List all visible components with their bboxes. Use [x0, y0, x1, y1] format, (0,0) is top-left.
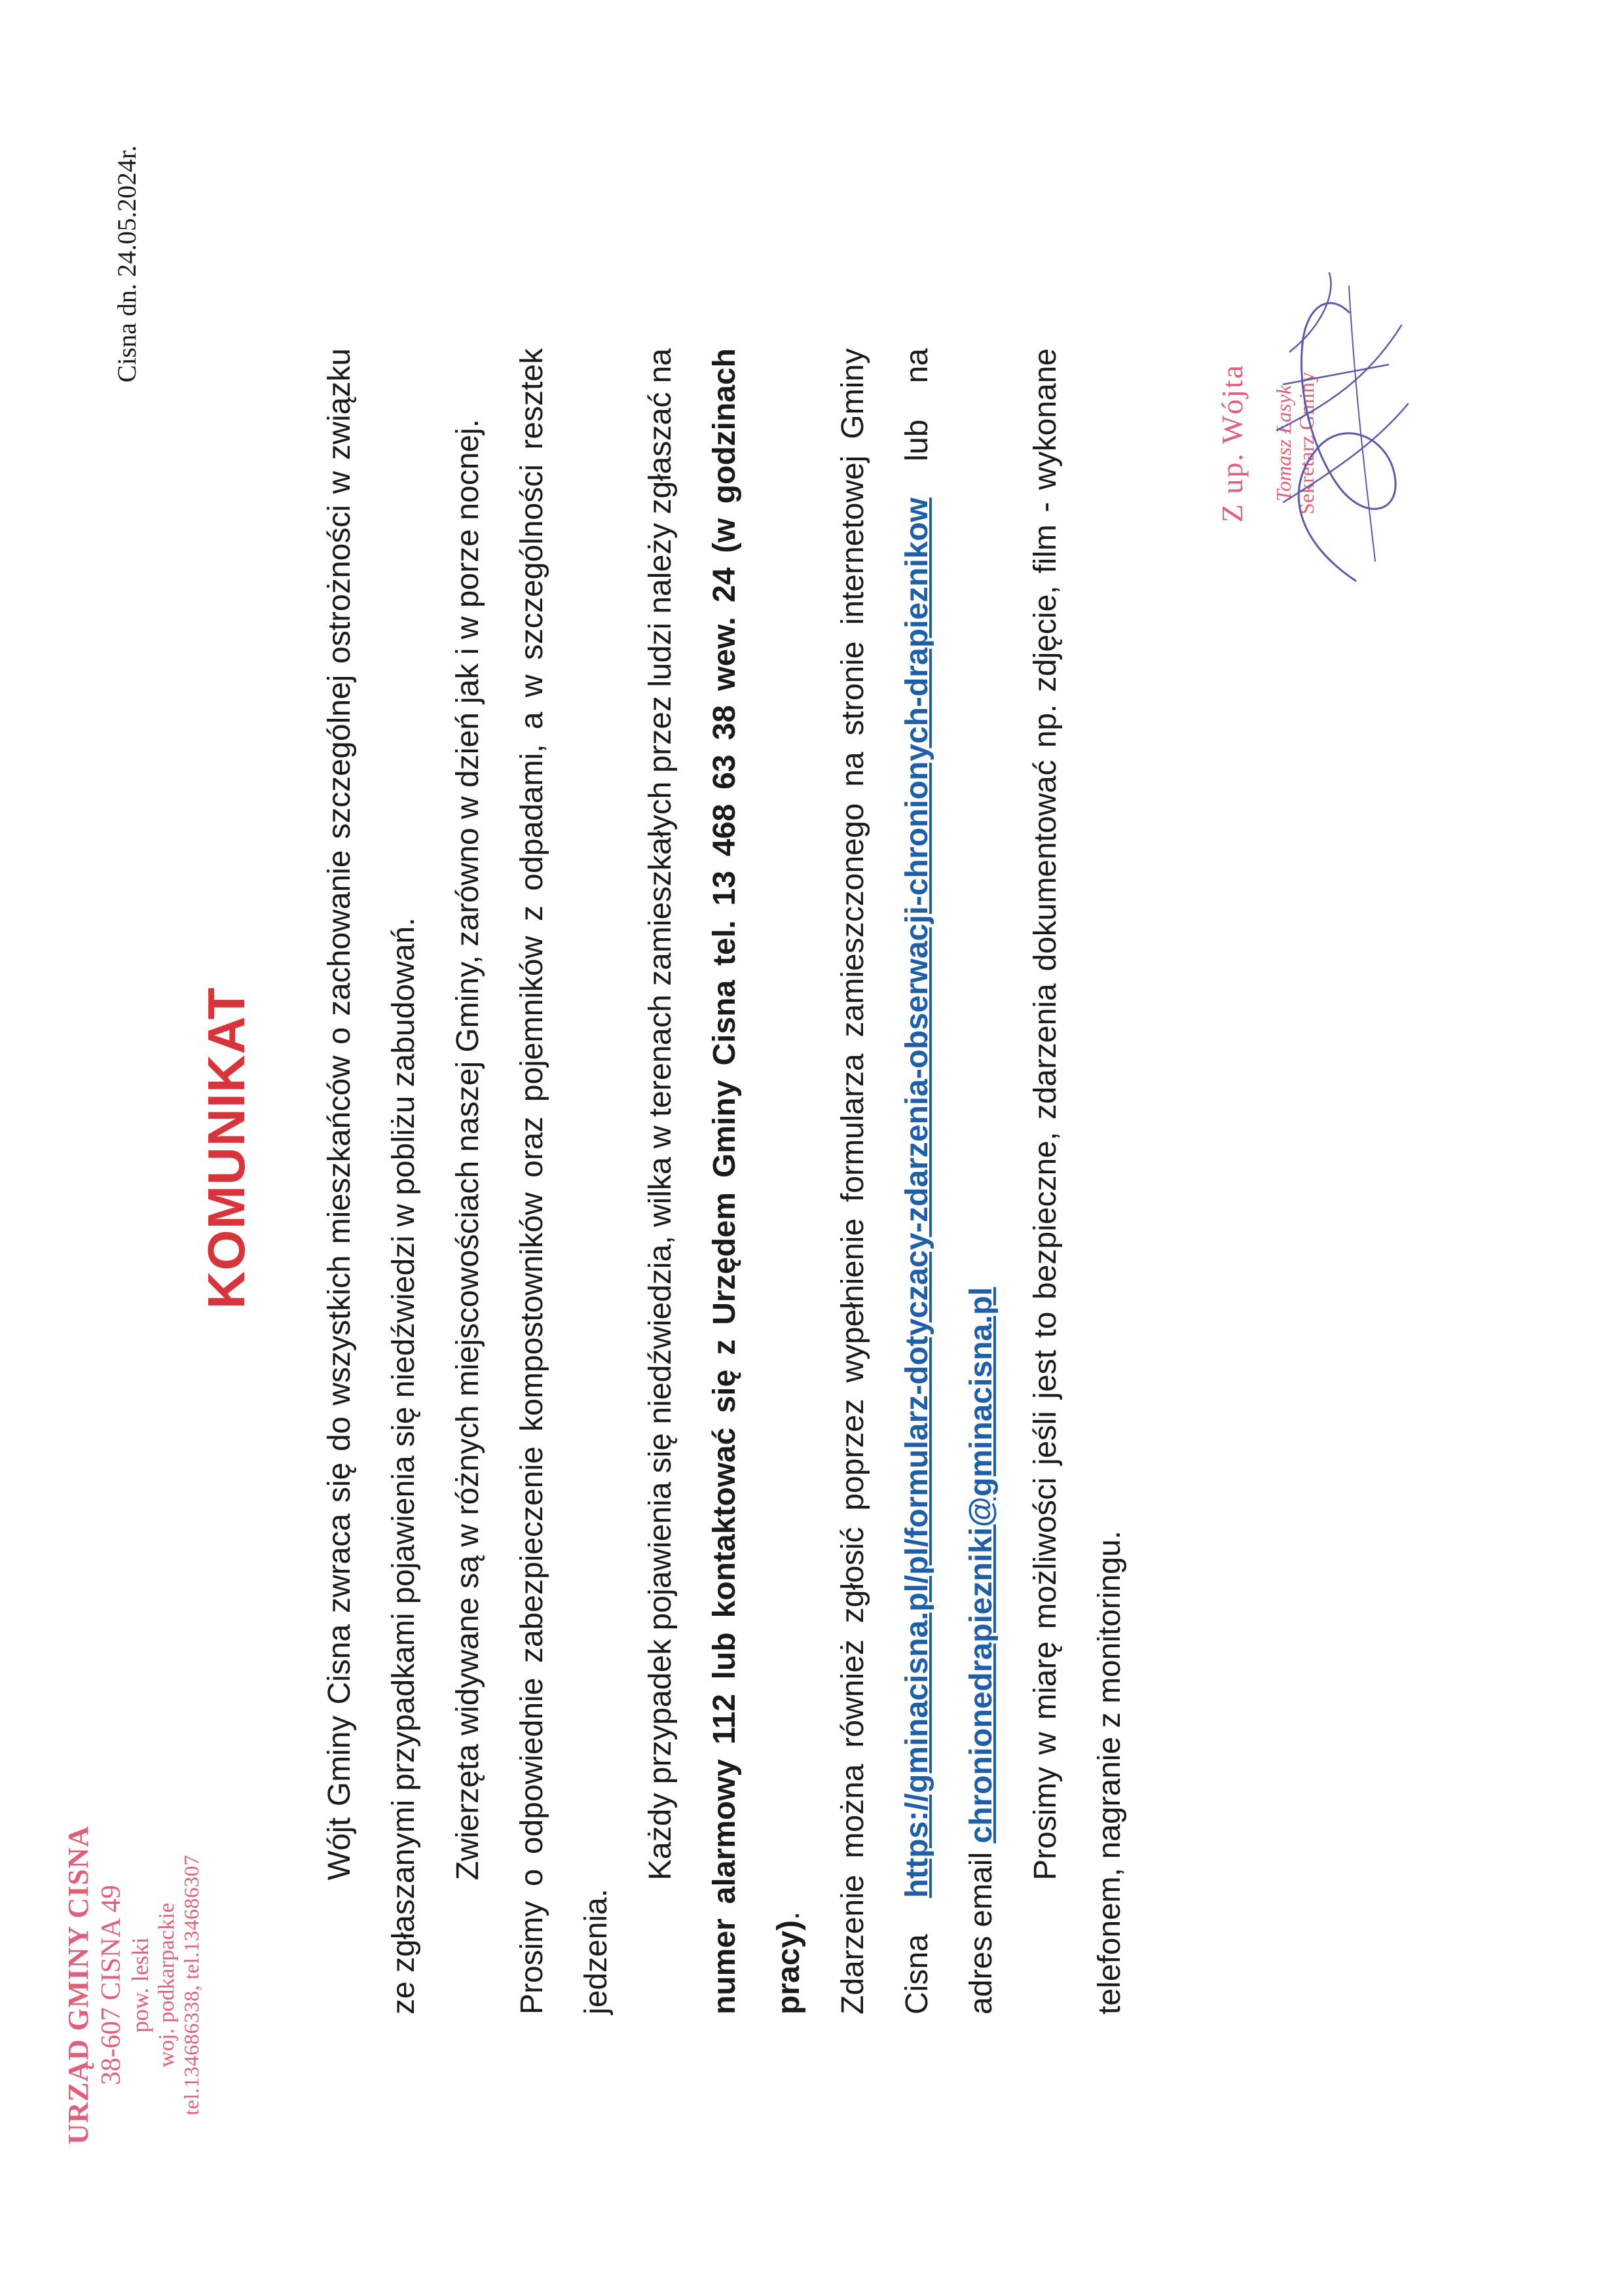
- signatory-role: Sekretarz Gminy: [1295, 372, 1319, 515]
- paragraph-intro: Wójt Gminy Cisna zwraca się do wszystkich mieszkańców o zachowanie szczególnej ostrożności w związku ze zgłaszanymi przypadkami pojawienia się niedźwiedzi w pobliżu zabudowań.: [322, 348, 421, 2014]
- emergency-contact: numer alarmowy 112 lub kontaktować się z Urzędem Gminy Cisna tel. 13 468 63 38 wew. 24 (w godzinach pracy): [707, 348, 806, 2014]
- form-email-text: lub na adres email: [900, 348, 999, 2014]
- paragraph-waste: Prosimy o odpowiednie zabezpieczenie kompostowników oraz pojemników z odpadami, a w szczególności resztek jedzenia.: [515, 348, 614, 2014]
- paragraph-form: [821, 348, 1014, 2014]
- stamp-address: 38-607 CISNA 49: [96, 1885, 126, 2085]
- document-body: [308, 348, 1142, 2014]
- paragraph-documentation: Prosimy w miarę możliwości jeśli jest to bezpieczne, zdarzenia dokumentować np. zdjęcie, film - wykonane telefonem, nagranie z monitoringu.: [1028, 348, 1127, 2014]
- document-date: Cisna dn. 24.05.2024r.: [112, 145, 141, 383]
- form-text: Zdarzenie można również zgłosić poprzez wypełnienie formularza zamieszczonego na stronie internetowej Gminy Cisna: [836, 348, 934, 2014]
- signature-on-behalf: Z up. Wójta: [1215, 363, 1249, 523]
- signatory-name: Tomasz Łasyk: [1272, 385, 1295, 501]
- stamp-county: pow. leski: [126, 1937, 153, 2033]
- report-end: .: [771, 1911, 806, 1920]
- office-stamp: [62, 1789, 204, 2181]
- handwritten-signature: [1257, 260, 1428, 600]
- email-link[interactable]: chronionedrapiezniki@gminacisna.pl: [964, 1286, 999, 1844]
- stamp-phones: tel.134686338, tel.134686307: [179, 1855, 204, 2115]
- form-link[interactable]: https://gminacisna.pl/pl/formularz-dotyczacy-zdarzenia-obserwacji-chronionych-drapieznikow: [900, 497, 934, 1899]
- document-title: KOMUNIKAT: [197, 987, 255, 1309]
- report-text: Każdy przypadek pojawienia się niedźwiedzia, wilka w terenach zamieszkałych przez ludzi należy zgłaszać na: [643, 348, 678, 1880]
- paragraph-sightings: Zwierzęta widywane są w różnych miejscowościach naszej Gminy, zarówno w dzień jak i w porze nocnej.: [451, 419, 485, 1880]
- stamp-office-name: URZĄD GMINY CISNA: [62, 1825, 94, 2145]
- stamp-voivodeship: woj. podkarpackie: [155, 1903, 179, 2068]
- paragraph-report: [629, 348, 821, 2014]
